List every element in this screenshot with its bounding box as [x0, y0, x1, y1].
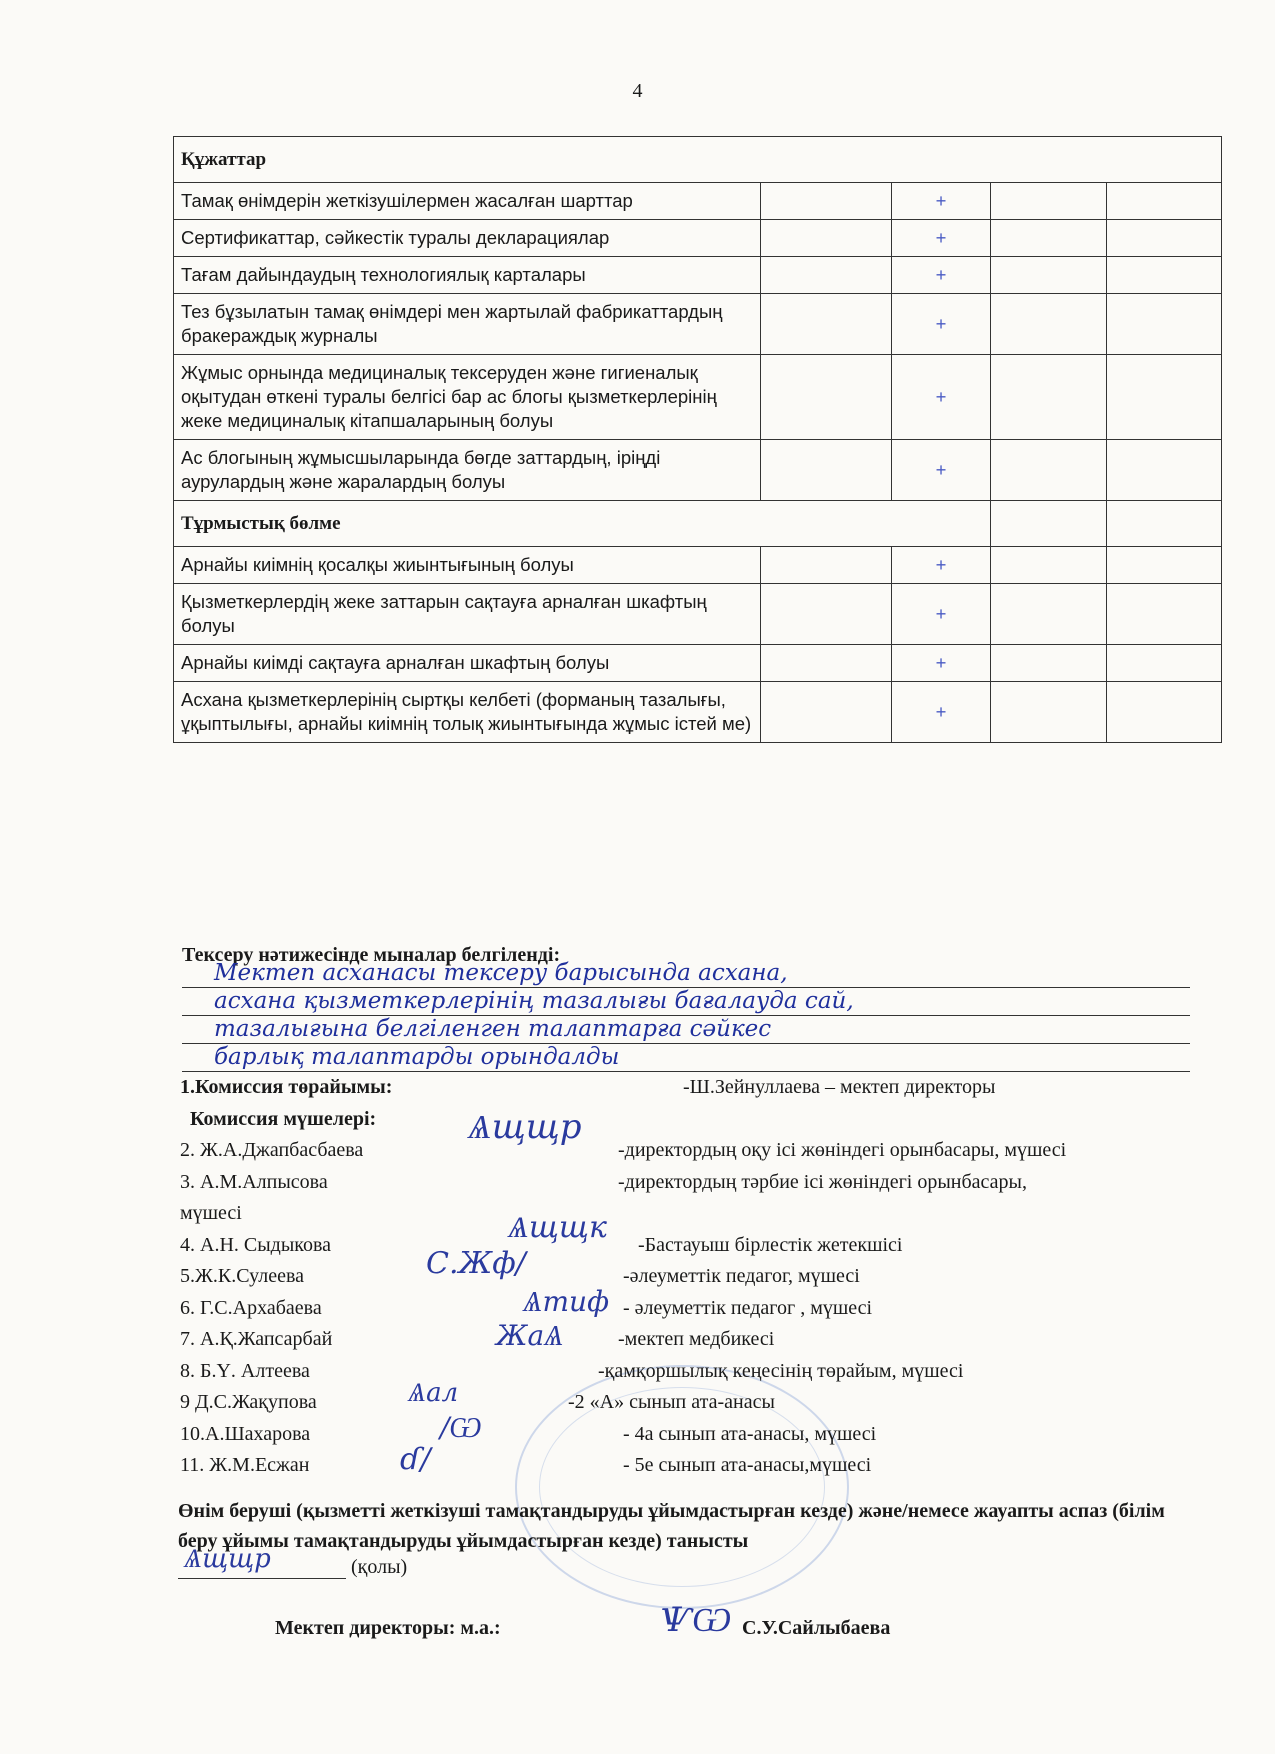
members-label: Комиссия мүшелері: — [190, 1107, 377, 1130]
check-mark: + — [892, 547, 991, 584]
check-mark: + — [892, 682, 991, 743]
member-row — [178, 1293, 1228, 1325]
section-title: Құжаттар — [174, 137, 1222, 183]
empty-cell — [1107, 440, 1222, 501]
check-mark: + — [892, 584, 991, 645]
inspection-checklist-table — [173, 136, 1222, 743]
empty-cell — [991, 584, 1107, 645]
empty-cell — [1107, 584, 1222, 645]
check-mark: + — [892, 257, 991, 294]
member-name: 11. Ж.М.Есжан — [180, 1454, 310, 1476]
member-row — [178, 1261, 1228, 1293]
empty-cell — [1107, 645, 1222, 682]
director-signature: ѰѠ — [660, 1600, 731, 1640]
criterion-text: Ас блогының жұмысшыларында бөгде заттардың, іріңді аурулардың және жаралардың болуы — [174, 440, 761, 501]
empty-cell — [1107, 294, 1222, 355]
member-name: 10.А.Шахарова — [180, 1422, 311, 1445]
director-label: Мектеп директоры: м.а.: — [275, 1617, 501, 1639]
signature-caption: (қолы) — [351, 1556, 408, 1578]
handwritten-signature: /Ѡ — [440, 1411, 482, 1444]
empty-cell — [991, 501, 1107, 547]
empty-cell — [991, 645, 1107, 682]
empty-cell — [1107, 355, 1222, 440]
empty-cell — [1107, 547, 1222, 584]
member-role: -директордың тәрбие ісі жөніндегі орынбасары, — [618, 1170, 1027, 1193]
empty-cell — [991, 440, 1107, 501]
table-section-header — [174, 137, 1222, 183]
empty-cell — [1107, 257, 1222, 294]
table-row — [174, 294, 1222, 355]
criterion-text: Тағам дайындаудың технологиялық карталары — [174, 257, 761, 294]
member-role: -мектеп медбикесі — [618, 1328, 775, 1350]
empty-cell — [761, 682, 892, 743]
member-role: - әлеуметтік педагог , мүшесі — [623, 1296, 873, 1319]
empty-cell — [761, 355, 892, 440]
check-mark: + — [892, 183, 991, 220]
handwritten-signature: Ѧщщр — [468, 1107, 582, 1147]
handwritten-signature: Ѧщщр — [184, 1544, 271, 1574]
member-name: 6. Г.С.Архабаева — [180, 1296, 322, 1319]
table-row — [174, 355, 1222, 440]
empty-cell — [1107, 183, 1222, 220]
empty-cell — [1107, 220, 1222, 257]
empty-cell — [991, 355, 1107, 440]
table-row — [174, 440, 1222, 501]
handwritten-text: Мектеп асханасы тексеру барысында асхана, — [214, 960, 788, 986]
member-name: 3. А.М.Алпысова — [180, 1170, 328, 1193]
results-label: Тексеру нәтижесінде мыналар белгіленді: — [182, 944, 561, 966]
acknowledgement-signature — [178, 1544, 408, 1579]
handwritten-signature: Ѧтиф — [523, 1285, 610, 1318]
chair-label: 1.Комиссия төрайымы: — [180, 1076, 393, 1098]
empty-cell — [761, 183, 892, 220]
criterion-text: Арнайы киімнің қосалқы жиынтығының болуы — [174, 547, 761, 584]
table-row — [174, 682, 1222, 743]
empty-cell — [761, 294, 892, 355]
member-role: -әлеуметтік педагог, мүшесі — [623, 1265, 860, 1287]
signature-line — [178, 1544, 346, 1579]
handwritten-signature: ЖаѦ — [496, 1319, 564, 1352]
director-name: С.У.Сайлыбаева — [742, 1617, 891, 1639]
criterion-text: Тамақ өнімдерін жеткізушілермен жасалған шарттар — [174, 183, 761, 220]
member-role: -қамқоршылық кеңесінің төрайым, мүшесі — [598, 1359, 964, 1382]
check-mark: + — [892, 355, 991, 440]
empty-cell — [761, 440, 892, 501]
handwritten-signature: Ѧщщк — [508, 1210, 607, 1245]
empty-cell — [761, 547, 892, 584]
member-row — [178, 1450, 1228, 1482]
member-name: 5.Ж.К.Сулеева — [180, 1265, 305, 1287]
criterion-text: Арнайы киімді сақтауға арналған шкафтың болуы — [174, 645, 761, 682]
commission-chair-row — [178, 1072, 1228, 1104]
member-row — [178, 1167, 1228, 1199]
members-list — [178, 1135, 1228, 1482]
check-mark: + — [892, 645, 991, 682]
member-row — [178, 1387, 1228, 1419]
member-row — [178, 1198, 1228, 1230]
handwritten-text: тазалығына белгіленген талаптарға сәйкес — [214, 1016, 772, 1042]
empty-cell — [761, 584, 892, 645]
member-role: -Бастауыш бірлестік жетекшісі — [638, 1233, 903, 1256]
criterion-text: Сертификаттар, сәйкестік туралы декларациялар — [174, 220, 761, 257]
member-row — [178, 1324, 1228, 1356]
results-line — [182, 988, 1190, 1016]
results-line — [182, 960, 1190, 988]
section-title: Тұрмыстық бөлме — [174, 501, 991, 547]
member-name: мүшесі — [180, 1202, 242, 1224]
criterion-text: Қызметкерлердің жеке заттарын сақтауға арналған шкафтың болуы — [174, 584, 761, 645]
results-line — [182, 1044, 1190, 1072]
empty-cell — [991, 682, 1107, 743]
empty-cell — [761, 645, 892, 682]
empty-cell — [761, 257, 892, 294]
chair-role: -Ш.Зейнуллаева – мектеп директоры — [683, 1076, 996, 1098]
check-mark: + — [892, 294, 991, 355]
member-name: 2. Ж.А.Джапбасбаева — [180, 1139, 364, 1161]
table-row — [174, 584, 1222, 645]
member-row — [178, 1230, 1228, 1262]
empty-cell — [1107, 682, 1222, 743]
empty-cell — [991, 220, 1107, 257]
handwritten-signature: ɗ/ — [400, 1442, 431, 1477]
criterion-text: Жұмыс орнында медициналық тексеруден және гигиеналық оқытудан өткені туралы белгісі бар ас блогы қызметкерлерінің жеке медициналық кітапшаларының болуы — [174, 355, 761, 440]
acknowledgement-text: Өнім беруші (қызметті жеткізуші тамақтандыруды ұйымдастырған кезде) және/немесе жауапты аспаз (білім беру ұйымы тамақтандыруды ұйымдастырған кезде) танысты — [178, 1500, 1165, 1552]
empty-cell — [991, 294, 1107, 355]
table-row — [174, 257, 1222, 294]
table-section-header — [174, 501, 1222, 547]
empty-cell — [1107, 501, 1222, 547]
table-row — [174, 547, 1222, 584]
handwritten-text: барлық талаптарды орындалды — [214, 1044, 620, 1070]
handwritten-text: асхана қызметкерлерінің тазалығы бағалауда сай, — [214, 988, 854, 1014]
empty-cell — [991, 183, 1107, 220]
empty-cell — [991, 257, 1107, 294]
members-label-row — [178, 1104, 1228, 1136]
member-row — [178, 1356, 1228, 1388]
member-name: 8. Б.Ү. Алтеева — [180, 1359, 310, 1382]
handwritten-signature: С.Жф/ — [426, 1246, 526, 1281]
table-row — [174, 645, 1222, 682]
page-number: 4 — [632, 80, 643, 102]
empty-cell — [991, 547, 1107, 584]
handwritten-signature: Ѧал — [408, 1378, 459, 1408]
criterion-text: Асхана қызметкерлерінің сыртқы келбеті (форманың тазалығы, ұқыптылығы, арнайы киімнің толық жиынтығында жұмыс істей ме) — [174, 682, 761, 743]
check-mark: + — [892, 220, 991, 257]
results-line — [182, 1016, 1190, 1044]
member-name: 9 Д.С.Жақупова — [180, 1391, 317, 1413]
member-role: - 4а сынып ата-анасы, мүшесі — [623, 1422, 877, 1445]
member-row — [178, 1135, 1228, 1167]
member-name: 7. А.Қ.Жапсарбай — [180, 1328, 333, 1350]
check-mark: + — [892, 440, 991, 501]
member-name: 4. А.Н. Сыдыкова — [180, 1233, 332, 1256]
member-role: - 5е сынып ата-анасы,мүшесі — [623, 1454, 872, 1476]
member-row — [178, 1419, 1228, 1451]
criterion-text: Тез бұзылатын тамақ өнімдері мен жартылай фабрикаттардың бракераждық журналы — [174, 294, 761, 355]
member-role: -директордың оқу ісі жөніндегі орынбасары, мүшесі — [618, 1139, 1067, 1161]
member-role: -2 «А» сынып ата-анасы — [568, 1391, 775, 1413]
table-row — [174, 220, 1222, 257]
empty-cell — [761, 220, 892, 257]
table-row — [174, 183, 1222, 220]
handwritten-results — [182, 960, 1190, 1072]
commission-signatures — [178, 1072, 1228, 1482]
